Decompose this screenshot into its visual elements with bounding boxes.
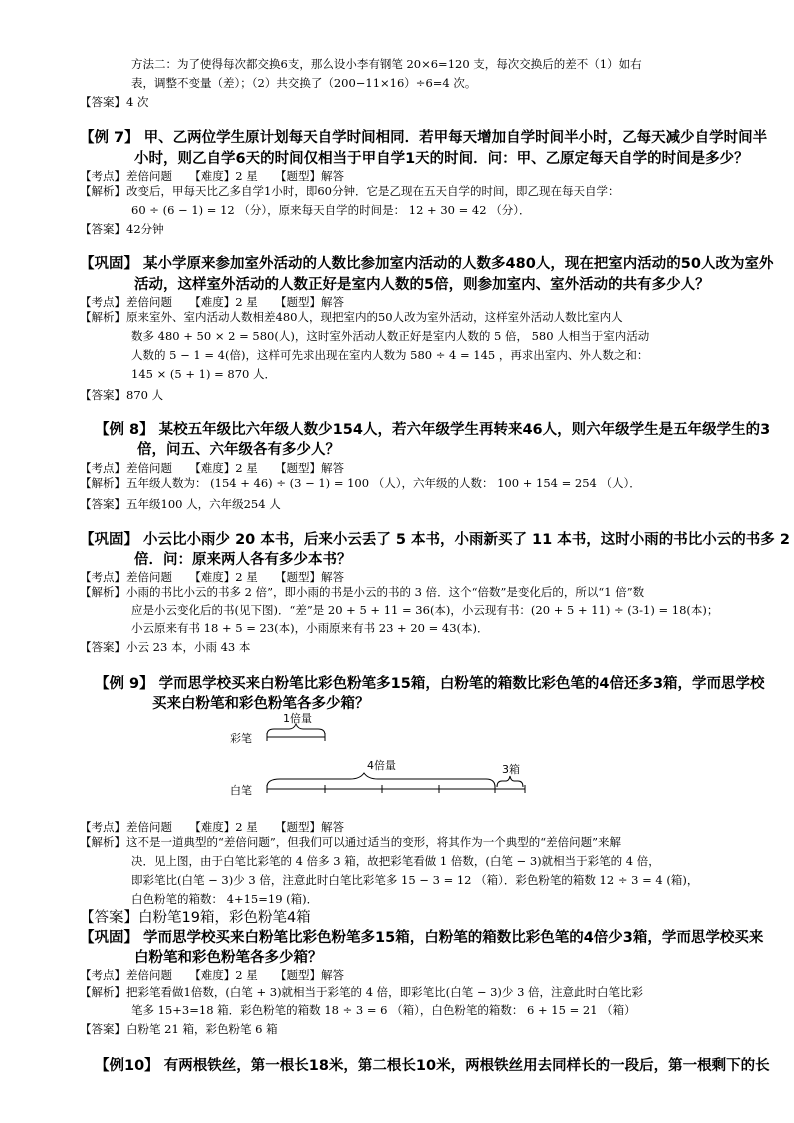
meta-line: 【考点】差倍问题 【难度】2 星 【题型】解答 <box>80 820 344 834</box>
consolidate-question-cont: 白粉笔和彩色粉笔各多少箱？ <box>134 950 323 966</box>
analysis-line: 60 ÷ (6 − 1) = 12 （分），原来每天自学的时间是： 12 + 30 = 42 （分）． <box>131 203 531 217</box>
three-boxes-label: 3箱 <box>502 763 520 776</box>
example-8-question: 【例 8】 某校五年级比六年级人数少154人，若六年级学生再转来46人，则六年级学生是五年级学生的3 <box>95 422 771 438</box>
analysis-line: 数多 480 + 50 × 2 = 580(人)，这时室外活动人数正好是室内人数的 5 倍， 580 人相当于室内活动 <box>131 329 650 343</box>
answer-line: 【答案】42分钟 <box>80 222 164 236</box>
analysis-line: 【解析】五年级人数为： (154 + 46) ÷ (3 − 1) = 100 （人），六年级的人数： 100 + 154 = 254 （人）． <box>80 476 641 490</box>
analysis-line: 笔多 15+3=18 箱．彩色粉笔的箱数 18 ÷ 3 = 6 （箱），白色粉笔的箱数： 6 + 15 = 21 （箱） <box>131 1003 636 1017</box>
analysis-line: 人数的 5 − 1 = 4(倍)，这样可先求出现在室内人数为 580 ÷ 4 = 145 ，再求出室内、外人数之和： <box>131 348 649 362</box>
answer-line: 【答案】4 次 <box>80 95 149 109</box>
analysis-line: 小云原来有书 18 + 5 = 23(本)，小雨原来有书 23 + 20 = 43(本)． <box>131 621 489 635</box>
color-pen-label: 彩笔 <box>230 732 252 745</box>
meta-line: 【考点】差倍问题 【难度】2 星 【题型】解答 <box>80 169 344 183</box>
answer-line: 【答案】小云 23 本，小雨 43 本 <box>80 640 251 654</box>
example-8-question-cont: 倍，问五、六年级各有多少人？ <box>137 442 340 458</box>
one-times-brace <box>267 724 325 735</box>
consolidate-question-cont: 活动，这样室外活动的人数正好是室内人数的5倍，则参加室内、室外活动的共有多少人？ <box>134 277 710 293</box>
analysis-line: 【解析】原来室外、室内活动人数相差480人，现把室内的50人改为室外活动，这样室外活动人数比室内人 <box>80 310 623 324</box>
white-pen-label: 白笔 <box>230 784 252 797</box>
meta-line: 【考点】差倍问题 【难度】2 星 【题型】解答 <box>80 570 344 584</box>
analysis-line: 145 × (5 + 1) = 870 人． <box>131 367 277 381</box>
meta-line: 【考点】差倍问题 【难度】2 星 【题型】解答 <box>80 295 344 309</box>
meta-line: 【考点】差倍问题 【难度】2 星 【题型】解答 <box>80 968 344 982</box>
answer-line: 【答案】白粉笔 21 箱，彩色粉笔 6 箱 <box>80 1022 278 1036</box>
answer-line: 【答案】870 人 <box>80 388 164 402</box>
analysis-line: 【解析】这不是一道典型的“差倍问题”，但我们可以通过适当的变形，将其作为一个典型的“差倍问题”来解 <box>80 835 622 849</box>
consolidate-question: 【巩固】 某小学原来参加室外活动的人数比参加室内活动的人数多480人，现在把室内活动的50人改为室外 <box>80 256 774 272</box>
text-line: 表，调整不变量（差）；（2）共交换了（200−11×16）÷6=4 次。 <box>131 76 477 90</box>
consolidate-question-cont: 倍．问：原来两人各有多少本书？ <box>134 552 352 568</box>
example-9-question-cont: 买来白粉笔和彩色粉笔各多少箱？ <box>152 696 370 712</box>
analysis-line: 【解析】改变后，甲每天比乙多自学1小时，即60分钟．它是乙现在五天自学的时间，即乙现在每天自学： <box>80 184 620 198</box>
example-7-question: 【例 7】 甲、乙两位学生原计划每天自学时间相同．若甲每天增加自学时间半小时，乙每天减少自学时间半 <box>80 130 768 146</box>
analysis-line: 【解析】小雨的书比小云的书多 2 倍”，即小雨的书是小云的书的 3 倍．这个“倍数”是变化后的，所以“1 倍”数 <box>80 585 645 599</box>
analysis-line: 【解析】把彩笔看做1倍数，(白笔 + 3)就相当于彩笔的 4 倍，即彩笔比(白笔 − 3)少 3 倍，注意此时白笔比彩 <box>80 985 644 999</box>
meta-line: 【考点】差倍问题 【难度】2 星 【题型】解答 <box>80 461 344 475</box>
example-10-question: 【例10】 有两根铁丝，第一根长18米，第二根长10米，两根铁丝用去同样长的一段后，第一根剩下的长 <box>95 1058 770 1074</box>
answer-line: 【答案】五年级100 人，六年级254 人 <box>80 497 281 511</box>
text-line: 方法二：为了使得每次都交换6支，那么设小李有钢笔 20×6=120 支，每次交换后的差不（1）如右 <box>131 57 642 71</box>
analysis-line: 即彩笔比(白笔 − 3)少 3 倍，注意此时白笔比彩笔多 15 − 3 = 12 （箱）．彩色粉笔的箱数 12 ÷ 3 = 4 (箱)， <box>131 873 699 887</box>
consolidate-question: 【巩固】 学而思学校买来白粉笔比彩色粉笔多15箱，白粉笔的箱数比彩色笔的4倍少3箱，学而思学校买来 <box>80 930 764 946</box>
consolidate-question: 【巩固】 小云比小雨少 20 本书，后来小云丢了 5 本书，小雨新买了 11 本书，这时小雨的书比小云的书多 2 <box>80 532 790 548</box>
answer-line: 【答案】白粉笔19箱，彩色粉笔4箱 <box>80 910 311 926</box>
example-9-question: 【例 9】 学而思学校买来白粉笔比彩色粉笔多15箱，白粉笔的箱数比彩色笔的4倍还多3箱，学而思学校 <box>95 676 765 692</box>
three-boxes-brace <box>497 776 523 787</box>
one-times-label: 1倍量 <box>283 712 312 725</box>
example-7-question-cont: 小时，则乙自学6天的时间仅相当于甲自学1天的时间．问：甲、乙原定每天自学的时间是多少？ <box>134 151 749 167</box>
diagram-svg <box>230 713 530 813</box>
four-times-brace <box>267 773 495 787</box>
four-times-label: 4倍量 <box>367 759 396 772</box>
analysis-line: 应是小云变化后的书(见下图)．“差”是 20 + 5 + 11 = 36(本)，小云现有书：(20 + 5 + 11) ÷ (3-1) = 18(本)； <box>131 603 719 617</box>
analysis-line: 白色粉笔的箱数： 4+15=19 (箱)． <box>131 892 319 906</box>
pen-comparison-diagram <box>230 713 530 813</box>
analysis-line: 决．见上图，由于白笔比彩笔的 4 倍多 3 箱，故把彩笔看做 1 倍数，(白笔 − 3)就相当于彩笔的 4 倍， <box>131 854 660 868</box>
